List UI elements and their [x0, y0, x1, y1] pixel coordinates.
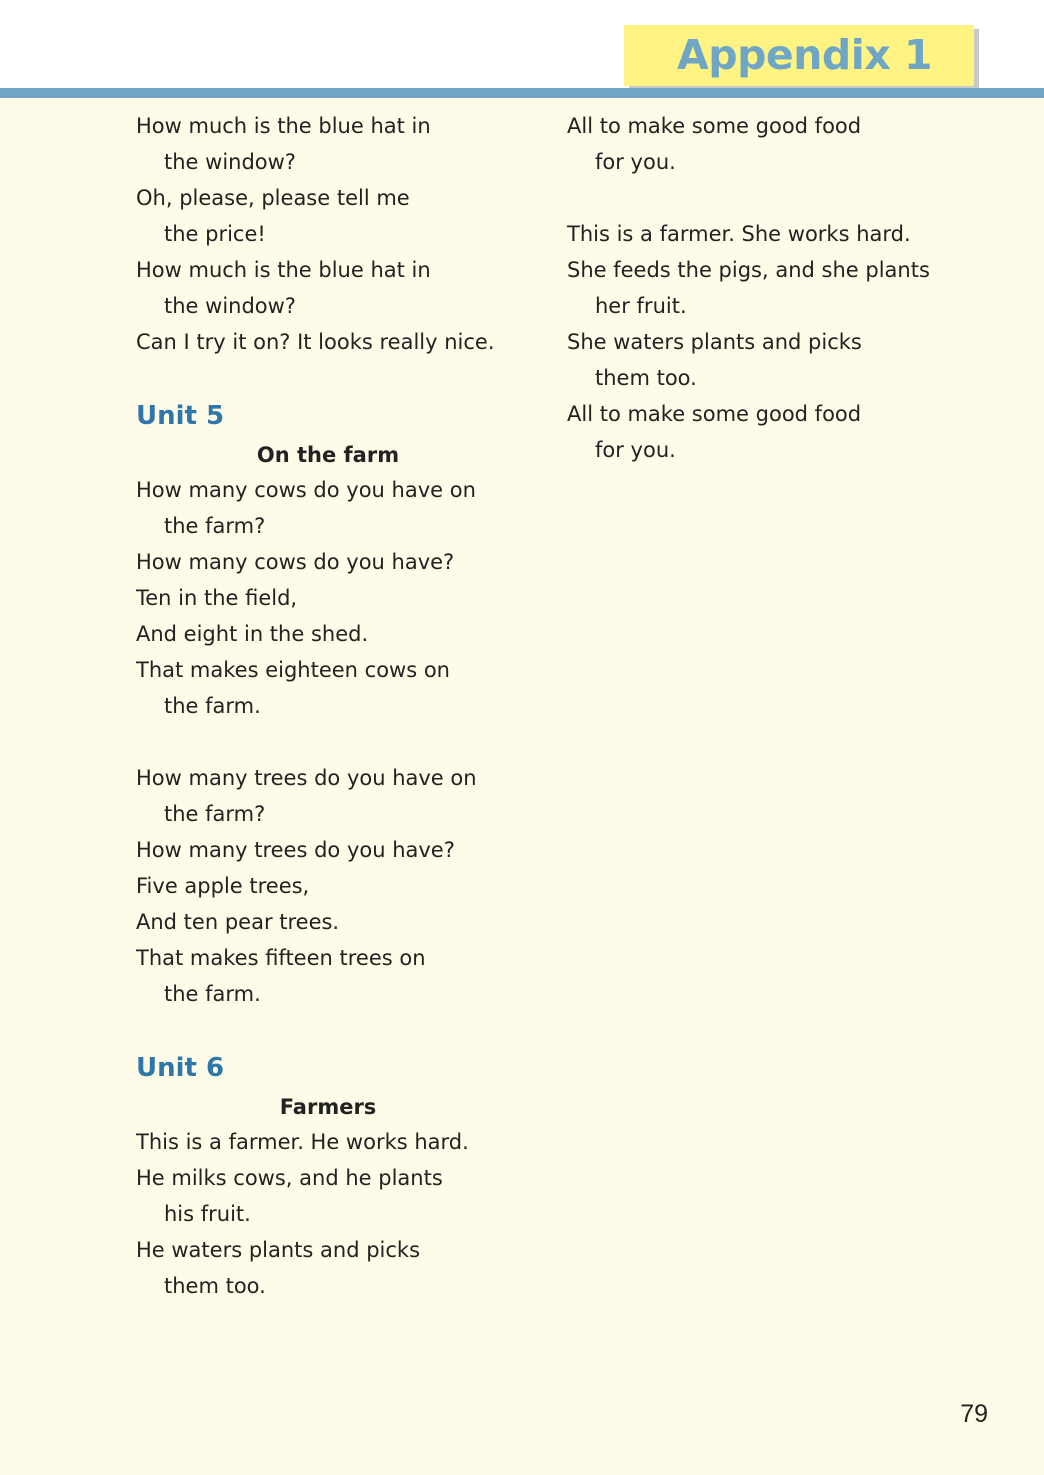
lyric-line: This is a farmer. He works hard.: [136, 1130, 469, 1154]
lyric-line: That makes eighteen cows on: [136, 658, 450, 682]
lyric-line: He milks cows, and he plants: [136, 1166, 443, 1190]
lyric-line: She waters plants and picks: [567, 330, 862, 354]
lyric-line: All to make some good food: [567, 114, 862, 138]
lyric-line: the window?: [164, 150, 296, 174]
unit-5-heading: Unit 5: [136, 401, 225, 431]
page-title: Appendix 1: [677, 31, 933, 79]
lyric-line: the farm?: [164, 802, 266, 826]
lyric-line: And eight in the shed.: [136, 622, 369, 646]
song-title-farmers: Farmers: [279, 1095, 377, 1119]
page-number: 79: [960, 1400, 988, 1428]
left-column: [136, 108, 536, 1304]
unit-5-verse-1: [136, 472, 536, 724]
lyric-line: his fruit.: [164, 1202, 251, 1226]
lyric-line: the price!: [164, 222, 266, 246]
stanza-gap: [567, 180, 987, 216]
lyric-line: for you.: [595, 438, 676, 462]
stanza-gap: [136, 360, 536, 396]
unit-6-heading: Unit 6: [136, 1053, 225, 1083]
lyric-line: them too.: [164, 1274, 266, 1298]
lyric-line: How many trees do you have?: [136, 838, 455, 862]
appendix-title-box: [624, 25, 974, 86]
lyric-line: the farm?: [164, 514, 266, 538]
lyric-line: And ten pear trees.: [136, 910, 340, 934]
unit-5-verse-2: [136, 760, 536, 1012]
lyric-line: Five apple trees,: [136, 874, 310, 898]
lyric-line: This is a farmer. She works hard.: [567, 222, 911, 246]
lyric-line: How many cows do you have?: [136, 550, 455, 574]
lyric-line: He waters plants and picks: [136, 1238, 421, 1262]
unit-6-verse-2: [567, 216, 987, 468]
lyric-line: Can I try it on? It looks really nice.: [136, 330, 495, 354]
lyric-line: All to make some good food: [567, 402, 862, 426]
stanza-gap: [136, 724, 536, 760]
lyric-line: Oh, please, please tell me: [136, 186, 410, 210]
lyric-line: Ten in the field,: [136, 586, 298, 610]
lyric-line: That makes fifteen trees on: [136, 946, 426, 970]
unit-6-verse-1-continued: [567, 108, 987, 180]
lyric-line: How many trees do you have on: [136, 766, 477, 790]
lyric-line: for you.: [595, 150, 676, 174]
song-title-on-the-farm: On the farm: [256, 443, 400, 467]
lyric-line: the window?: [164, 294, 296, 318]
lyric-line: How many cows do you have on: [136, 478, 476, 502]
lyric-line: How much is the blue hat in: [136, 114, 431, 138]
unit-6-verse-1: [136, 1124, 536, 1304]
lyric-line: her fruit.: [595, 294, 687, 318]
right-column: [567, 108, 987, 468]
header-rule: [0, 88, 1044, 98]
stanza-gap: [136, 1012, 536, 1048]
intro-verse: [136, 108, 536, 360]
lyric-line: the farm.: [164, 694, 261, 718]
lyric-line: She feeds the pigs, and she plants: [567, 258, 930, 282]
lyric-line: the farm.: [164, 982, 261, 1006]
lyric-line: How much is the blue hat in: [136, 258, 431, 282]
lyric-line: them too.: [595, 366, 697, 390]
